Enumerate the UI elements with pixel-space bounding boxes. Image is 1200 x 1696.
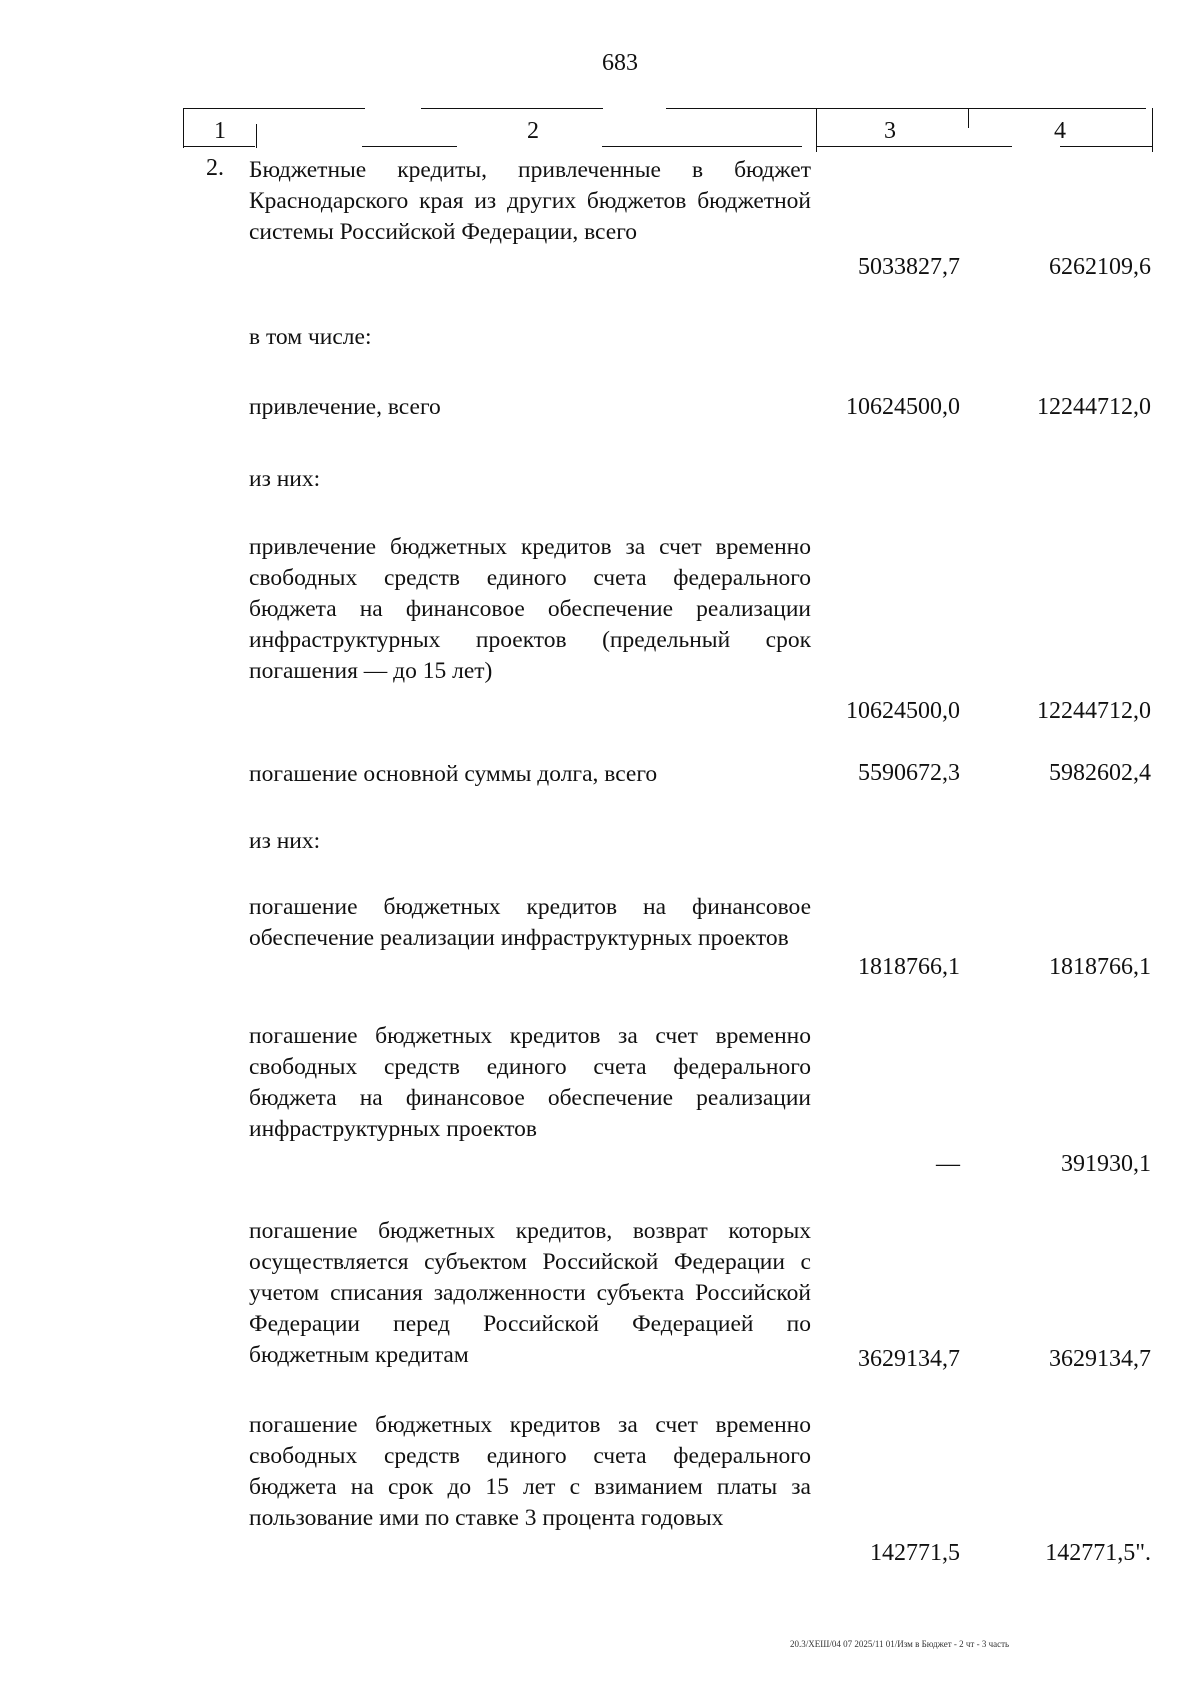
row-value-col4: 12244712,0 [1037, 394, 1151, 420]
row-description: погашение бюджетных кредитов за счет временно свободных средств единого счета федерального бюджета на срок до 15 лет с взиманием платы за пользование ими по ставке 3 процента годовых [249, 1412, 811, 1531]
row-description: из них: [249, 466, 321, 492]
row-value-col3: 3629134,7 [858, 1346, 960, 1372]
column-number-3: 3 [884, 118, 896, 144]
row-index: 2. [206, 155, 224, 181]
row-description: погашение бюджетных кредитов на финансовое обеспечение реализации инфраструктурных проектов [249, 894, 811, 951]
row-value-col4: 5982602,4 [1049, 760, 1151, 786]
row-value-col3: 10624500,0 [846, 394, 960, 420]
column-number-2: 2 [527, 118, 539, 144]
row-value-col4: 12244712,0 [1037, 698, 1151, 724]
row-value-col3: — [936, 1151, 960, 1177]
column-number-1: 1 [214, 118, 226, 144]
row-description: привлечение, всего [249, 394, 441, 420]
row-value-col3: 5033827,7 [858, 254, 960, 280]
row-value-col4: 142771,5". [1045, 1540, 1151, 1566]
row-description: из них: [249, 828, 321, 854]
row-value-col4: 3629134,7 [1049, 1346, 1151, 1372]
row-description: привлечение бюджетных кредитов за счет временно свободных средств единого счета федерального бюджета на финансовое обеспечение реализации инфраструктурных проектов (предельный срок погашения — до 15 лет) [249, 534, 811, 684]
row-value-col3: 1818766,1 [858, 954, 960, 980]
row-value-col3: 10624500,0 [846, 698, 960, 724]
row-value-col4: 391930,1 [1061, 1151, 1151, 1177]
column-number-4: 4 [1054, 118, 1066, 144]
page-number: 683 [602, 50, 638, 76]
row-description: погашение основной суммы долга, всего [249, 761, 658, 787]
row-description: в том числе: [249, 324, 372, 350]
row-value-col3: 5590672,3 [858, 760, 960, 786]
row-description: Бюджетные кредиты, привлеченные в бюджет Краснодарского края из других бюджетов бюджетной системы Российской Федерации, всего [249, 157, 811, 245]
footer-stamp: 20.3/XЕШ/04 07 2025/11 01/Изм в Бюджет - 2 чт - 3 часть [790, 1639, 1010, 1649]
row-value-col4: 1818766,1 [1049, 954, 1151, 980]
row-value-col4: 6262109,6 [1049, 254, 1151, 280]
row-description: погашение бюджетных кредитов за счет временно свободных средств единого счета федерального бюджета на финансовое обеспечение реализации инфраструктурных проектов [249, 1023, 811, 1142]
row-value-col3: 142771,5 [870, 1540, 960, 1566]
row-description: погашение бюджетных кредитов, возврат которых осуществляется субъектом Российской Федерации с учетом списания задолженности субъекта Российской Федерации перед Российской Федерацией по бюджетным кредитам [249, 1218, 811, 1368]
